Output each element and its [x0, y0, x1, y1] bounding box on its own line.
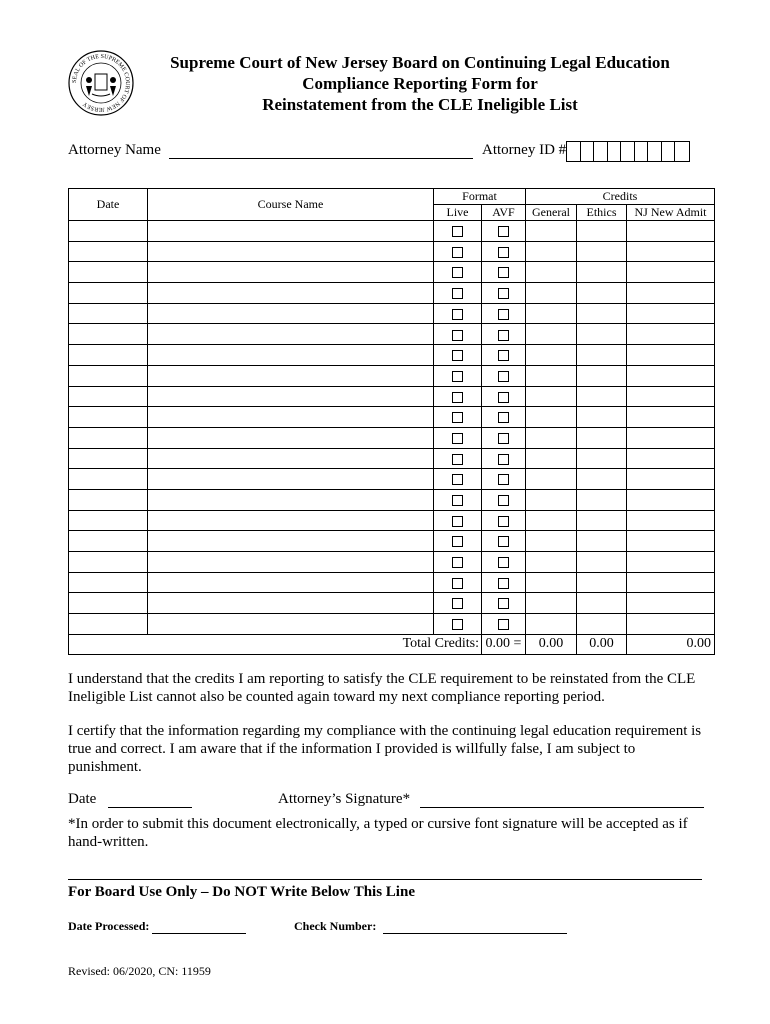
total-credits-cell: [482, 634, 526, 654]
nj-new-admit-cell[interactable]: [627, 283, 715, 304]
general-cell[interactable]: [526, 283, 577, 304]
course-row: [69, 365, 715, 386]
date-processed-field[interactable]: [152, 920, 246, 934]
date-cell[interactable]: [69, 303, 148, 324]
equals-sign: =: [513, 636, 522, 652]
course-name-cell[interactable]: [148, 469, 434, 490]
general-total: 0.00: [526, 634, 577, 654]
live-cell[interactable]: [434, 324, 482, 345]
live-checkbox[interactable]: [452, 454, 463, 465]
course-row: [69, 614, 715, 635]
avf-checkbox[interactable]: [498, 392, 509, 403]
course-name-cell[interactable]: [148, 241, 434, 262]
live-checkbox[interactable]: [452, 516, 463, 527]
general-cell[interactable]: [526, 614, 577, 635]
check-number-row: [294, 919, 567, 934]
course-name-cell[interactable]: [148, 386, 434, 407]
course-row: [69, 345, 715, 366]
date-processed-label: Date Processed:: [68, 919, 150, 933]
live-cell[interactable]: [434, 427, 482, 448]
live-checkbox[interactable]: [452, 288, 463, 299]
course-row: [69, 469, 715, 490]
live-checkbox[interactable]: [452, 226, 463, 237]
live-cell[interactable]: [434, 531, 482, 552]
signature-note: *In order to submit this document electronically, a typed or cursive font signature will be accepted as if hand-written.: [68, 816, 688, 850]
nj-new-admit-cell[interactable]: [627, 262, 715, 283]
date-cell[interactable]: [69, 427, 148, 448]
col-date: Date: [69, 189, 148, 221]
live-checkbox[interactable]: [452, 392, 463, 403]
live-cell[interactable]: [434, 552, 482, 573]
nj-new-admit-cell[interactable]: [627, 469, 715, 490]
course-name-cell[interactable]: [148, 572, 434, 593]
col-format: Format: [434, 189, 526, 205]
form-title: [140, 52, 700, 115]
avf-checkbox[interactable]: [498, 412, 509, 423]
col-live: Live: [434, 205, 482, 221]
nj-new-admit-cell[interactable]: [627, 572, 715, 593]
ethics-cell[interactable]: [577, 510, 627, 531]
general-cell[interactable]: [526, 241, 577, 262]
general-cell[interactable]: [526, 407, 577, 428]
avf-cell[interactable]: [482, 283, 526, 304]
ethics-cell[interactable]: [577, 345, 627, 366]
court-seal: [68, 50, 134, 116]
nj-new-admit-cell[interactable]: [627, 407, 715, 428]
date-row: [68, 791, 192, 808]
course-name-cell[interactable]: [148, 510, 434, 531]
avf-checkbox[interactable]: [498, 578, 509, 589]
live-cell[interactable]: [434, 221, 482, 242]
live-checkbox[interactable]: [452, 536, 463, 547]
live-cell[interactable]: [434, 407, 482, 428]
attorney-id-field[interactable]: [566, 141, 690, 162]
ethics-cell[interactable]: [577, 427, 627, 448]
course-row: [69, 427, 715, 448]
general-cell[interactable]: [526, 469, 577, 490]
course-row: [69, 531, 715, 552]
avf-checkbox[interactable]: [498, 454, 509, 465]
title-line-1: Supreme Court of New Jersey Board on Continuing Legal Education: [170, 53, 670, 72]
course-name-cell[interactable]: [148, 365, 434, 386]
date-cell[interactable]: [69, 552, 148, 573]
avf-checkbox[interactable]: [498, 288, 509, 299]
avf-cell[interactable]: [482, 386, 526, 407]
ethics-cell[interactable]: [577, 489, 627, 510]
course-row: [69, 324, 715, 345]
col-credits: Credits: [526, 189, 715, 205]
live-cell[interactable]: [434, 448, 482, 469]
col-nj-new-admit: NJ New Admit: [627, 205, 715, 221]
avf-cell[interactable]: [482, 531, 526, 552]
avf-cell[interactable]: [482, 241, 526, 262]
avf-checkbox[interactable]: [498, 267, 509, 278]
avf-cell[interactable]: [482, 572, 526, 593]
live-cell[interactable]: [434, 510, 482, 531]
nj-new-admit-cell[interactable]: [627, 489, 715, 510]
live-cell[interactable]: [434, 303, 482, 324]
general-cell[interactable]: [526, 303, 577, 324]
date-cell[interactable]: [69, 262, 148, 283]
live-checkbox[interactable]: [452, 309, 463, 320]
course-name-cell[interactable]: [148, 324, 434, 345]
course-row: [69, 510, 715, 531]
avf-checkbox[interactable]: [498, 350, 509, 361]
nj-new-admit-cell[interactable]: [627, 510, 715, 531]
ethics-cell[interactable]: [577, 448, 627, 469]
attorney-name-row: [68, 142, 473, 159]
ethics-cell[interactable]: [577, 552, 627, 573]
avf-cell[interactable]: [482, 552, 526, 573]
date-cell[interactable]: [69, 572, 148, 593]
live-checkbox[interactable]: [452, 371, 463, 382]
general-cell[interactable]: [526, 365, 577, 386]
avf-checkbox[interactable]: [498, 474, 509, 485]
avf-checkbox[interactable]: [498, 516, 509, 527]
nj-new-admit-cell[interactable]: [627, 614, 715, 635]
date-cell[interactable]: [69, 324, 148, 345]
course-name-cell[interactable]: [148, 262, 434, 283]
course-row: [69, 489, 715, 510]
date-label: Date: [68, 791, 97, 807]
live-cell[interactable]: [434, 262, 482, 283]
course-name-cell[interactable]: [148, 489, 434, 510]
col-course-name: Course Name: [148, 189, 434, 221]
live-cell[interactable]: [434, 283, 482, 304]
avf-cell[interactable]: [482, 262, 526, 283]
live-cell[interactable]: [434, 593, 482, 614]
live-checkbox[interactable]: [452, 247, 463, 258]
ethics-cell[interactable]: [577, 262, 627, 283]
date-cell[interactable]: [69, 386, 148, 407]
general-cell[interactable]: [526, 510, 577, 531]
avf-cell[interactable]: [482, 448, 526, 469]
avf-checkbox[interactable]: [498, 247, 509, 258]
course-name-cell[interactable]: [148, 345, 434, 366]
statement-certify: I certify that the information regarding my compliance with the continuing legal education requirement is true and correct. I am aware that if the information I provided is willfully false, I am subject to punishment.: [68, 723, 702, 775]
general-cell[interactable]: [526, 572, 577, 593]
nj-new-admit-cell[interactable]: [627, 552, 715, 573]
attorney-name-label: Attorney Name: [68, 142, 161, 158]
avf-checkbox[interactable]: [498, 309, 509, 320]
ethics-cell[interactable]: [577, 221, 627, 242]
avf-checkbox[interactable]: [498, 433, 509, 444]
live-cell[interactable]: [434, 614, 482, 635]
avf-cell[interactable]: [482, 303, 526, 324]
course-row: [69, 448, 715, 469]
date-processed-row: [68, 919, 246, 934]
total-credits-value: 0.00: [485, 636, 511, 652]
ethics-cell[interactable]: [577, 283, 627, 304]
date-cell[interactable]: [69, 448, 148, 469]
live-checkbox[interactable]: [452, 267, 463, 278]
attorney-name-field[interactable]: [169, 143, 473, 159]
avf-checkbox[interactable]: [498, 226, 509, 237]
ethics-cell[interactable]: [577, 324, 627, 345]
ethics-cell[interactable]: [577, 531, 627, 552]
title-line-2: Compliance Reporting Form for: [302, 74, 538, 93]
live-checkbox[interactable]: [452, 557, 463, 568]
date-cell[interactable]: [69, 283, 148, 304]
live-cell[interactable]: [434, 345, 482, 366]
live-cell[interactable]: [434, 241, 482, 262]
nj-new-admit-cell[interactable]: [627, 365, 715, 386]
course-name-cell[interactable]: [148, 221, 434, 242]
general-cell[interactable]: [526, 448, 577, 469]
avf-cell[interactable]: [482, 489, 526, 510]
date-cell[interactable]: [69, 241, 148, 262]
check-number-label: Check Number:: [294, 919, 377, 933]
live-checkbox[interactable]: [452, 495, 463, 506]
ethics-cell[interactable]: [577, 614, 627, 635]
date-cell[interactable]: [69, 593, 148, 614]
nj-new-admit-cell[interactable]: [627, 531, 715, 552]
ethics-cell[interactable]: [577, 593, 627, 614]
live-checkbox[interactable]: [452, 619, 463, 630]
general-cell[interactable]: [526, 262, 577, 283]
avf-cell[interactable]: [482, 345, 526, 366]
nj-new-admit-cell[interactable]: [627, 345, 715, 366]
statement-credits: I understand that the credits I am reporting to satisfy the CLE requirement to be reinstated from the CLE Ineligible List cannot also be counted again toward my next compliance reporting period.: [68, 671, 696, 705]
general-cell[interactable]: [526, 427, 577, 448]
avf-cell[interactable]: [482, 324, 526, 345]
revision-note: Revised: 06/2020, CN: 11959: [68, 964, 211, 978]
nj-new-admit-total: 0.00: [627, 634, 715, 654]
general-cell[interactable]: [526, 324, 577, 345]
course-row: [69, 283, 715, 304]
date-cell[interactable]: [69, 510, 148, 531]
col-avf: AVF: [482, 205, 526, 221]
nj-new-admit-cell[interactable]: [627, 448, 715, 469]
course-row: [69, 552, 715, 573]
course-name-cell[interactable]: [148, 593, 434, 614]
nj-new-admit-cell[interactable]: [627, 427, 715, 448]
nj-new-admit-cell[interactable]: [627, 386, 715, 407]
course-name-cell[interactable]: [148, 531, 434, 552]
general-cell[interactable]: [526, 386, 577, 407]
avf-checkbox[interactable]: [498, 619, 509, 630]
course-table: [68, 188, 715, 655]
course-name-cell[interactable]: [148, 614, 434, 635]
board-heading: For Board Use Only – Do NOT Write Below This Line: [68, 884, 415, 900]
course-name-cell[interactable]: [148, 448, 434, 469]
avf-cell[interactable]: [482, 614, 526, 635]
course-name-cell[interactable]: [148, 427, 434, 448]
date-cell[interactable]: [69, 469, 148, 490]
ethics-cell[interactable]: [577, 572, 627, 593]
course-name-cell[interactable]: [148, 407, 434, 428]
avf-checkbox[interactable]: [498, 371, 509, 382]
avf-cell[interactable]: [482, 365, 526, 386]
course-row: [69, 407, 715, 428]
signature-label: Attorney’s Signature*: [278, 791, 411, 807]
general-cell[interactable]: [526, 489, 577, 510]
nj-new-admit-cell[interactable]: [627, 241, 715, 262]
date-cell[interactable]: [69, 531, 148, 552]
live-checkbox[interactable]: [452, 578, 463, 589]
ethics-cell[interactable]: [577, 303, 627, 324]
general-cell[interactable]: [526, 593, 577, 614]
signature-row: [278, 791, 704, 808]
live-cell[interactable]: [434, 386, 482, 407]
ethics-cell[interactable]: [577, 469, 627, 490]
col-ethics: Ethics: [577, 205, 627, 221]
live-cell[interactable]: [434, 365, 482, 386]
avf-checkbox[interactable]: [498, 557, 509, 568]
avf-checkbox[interactable]: [498, 598, 509, 609]
general-cell[interactable]: [526, 221, 577, 242]
live-checkbox[interactable]: [452, 474, 463, 485]
board-divider: [68, 879, 702, 880]
avf-cell[interactable]: [482, 407, 526, 428]
ethics-cell[interactable]: [577, 365, 627, 386]
avf-cell[interactable]: [482, 593, 526, 614]
live-cell[interactable]: [434, 572, 482, 593]
course-name-cell[interactable]: [148, 283, 434, 304]
date-cell[interactable]: [69, 614, 148, 635]
course-row: [69, 262, 715, 283]
date-field[interactable]: [108, 792, 192, 808]
course-row: [69, 572, 715, 593]
signature-field[interactable]: [420, 792, 704, 808]
course-row: [69, 221, 715, 242]
live-checkbox[interactable]: [452, 598, 463, 609]
avf-checkbox[interactable]: [498, 330, 509, 341]
live-checkbox[interactable]: [452, 350, 463, 361]
live-cell[interactable]: [434, 489, 482, 510]
col-general: General: [526, 205, 577, 221]
avf-checkbox[interactable]: [498, 536, 509, 547]
avf-cell[interactable]: [482, 469, 526, 490]
course-row: [69, 593, 715, 614]
nj-new-admit-cell[interactable]: [627, 221, 715, 242]
nj-new-admit-cell[interactable]: [627, 324, 715, 345]
seal-text: SEAL OF THE SUPREME COURT OF NEW JERSEY: [71, 53, 131, 113]
course-row: [69, 303, 715, 324]
live-cell[interactable]: [434, 469, 482, 490]
live-checkbox[interactable]: [452, 412, 463, 423]
course-row: [69, 241, 715, 262]
live-checkbox[interactable]: [452, 433, 463, 444]
course-row: [69, 386, 715, 407]
title-line-3: Reinstatement from the CLE Ineligible List: [262, 95, 578, 114]
live-checkbox[interactable]: [452, 330, 463, 341]
avf-cell[interactable]: [482, 510, 526, 531]
attorney-id-label: Attorney ID #: [482, 142, 567, 158]
date-cell[interactable]: [69, 365, 148, 386]
ethics-cell[interactable]: [577, 386, 627, 407]
ethics-cell[interactable]: [577, 407, 627, 428]
general-cell[interactable]: [526, 345, 577, 366]
general-cell[interactable]: [526, 531, 577, 552]
nj-new-admit-cell[interactable]: [627, 303, 715, 324]
ethics-cell[interactable]: [577, 241, 627, 262]
date-cell[interactable]: [69, 489, 148, 510]
date-cell[interactable]: [69, 345, 148, 366]
check-number-field[interactable]: [383, 920, 567, 934]
avf-cell[interactable]: [482, 427, 526, 448]
total-credits-label: Total Credits:: [69, 634, 482, 654]
avf-checkbox[interactable]: [498, 495, 509, 506]
general-cell[interactable]: [526, 552, 577, 573]
course-name-cell[interactable]: [148, 552, 434, 573]
avf-cell[interactable]: [482, 221, 526, 242]
course-name-cell[interactable]: [148, 303, 434, 324]
date-cell[interactable]: [69, 407, 148, 428]
nj-new-admit-cell[interactable]: [627, 593, 715, 614]
date-cell[interactable]: [69, 221, 148, 242]
ethics-total: 0.00: [577, 634, 627, 654]
